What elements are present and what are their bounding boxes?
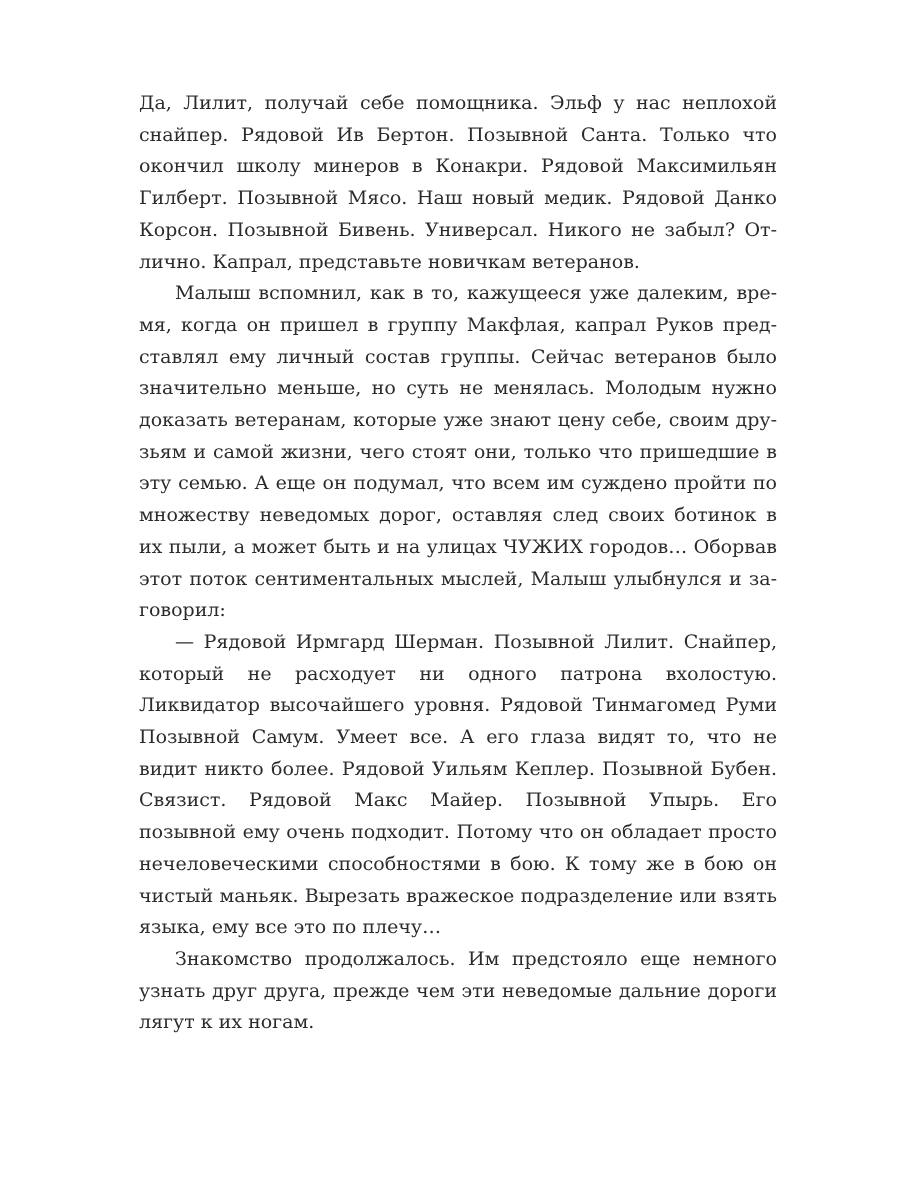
body-text [139, 88, 777, 1039]
paragraph-2: Малыш вспомнил, как в то, кажущееся уже далеким, время, когда он пришел в группу Макфлая, капрал Руков представлял ему личный состав группы. Сейчас ветеранов было значительно меньше, но суть не менялась. Молодым нужно доказать ветеранам, которые уже знают цену себе, своим друзьям и самой жизни, чего стоят они, только что пришедшие в эту семью. А еще он подумал, что всем им суждено пройти по множеству неведомых дорог, оставляя след своих ботинок в их пыли, а может быть и на улицах ЧУЖИХ городов… Оборвав этот поток сентиментальных мыслей, Малыш улыбнулся и заговорил: [139, 282, 777, 622]
paragraph-3: — Рядовой Ирмгард Шерман. Позывной Лилит. Снайпер, который не расходует ни одного патрона вхолостую. Ликвидатор высочайшего уровня. Рядовой Тинмагомед Руми Позывной Самум. Умеет все. А его глаза видят то, что не видит никто более. Рядовой Уильям Кеплер. Позывной Бубен. Связист. Рядовой Макс Майер. Позывной Упырь. Его позывной ему очень подходит. Потому что он обладает просто нечеловеческими способностями в бою. К тому же в бою он чистый маньяк. Вырезать вражеское подразделение или взять языка, ему все это по плечу… [139, 630, 777, 939]
paragraph-1: Да, Лилит, получай себе помощника. Эльф у нас неплохой снайпер. Рядовой Ив Бертон. Позывной Санта. Только что окончил школу минеров в Конакри. Рядовой Максимильян Гилберт. Позывной Мясо. Наш новый медик. Рядовой Данко Корсон. Позывной Бивень. Универсал. Никого не забыл? Отлично. Капрал, представьте новичкам ветеранов. [139, 92, 777, 273]
paragraph-4: Знакомство продолжалось. Им предстояло еще немного узнать друг друга, прежде чем эти неведомые дальние дороги лягут к их ногам. [139, 947, 777, 1034]
